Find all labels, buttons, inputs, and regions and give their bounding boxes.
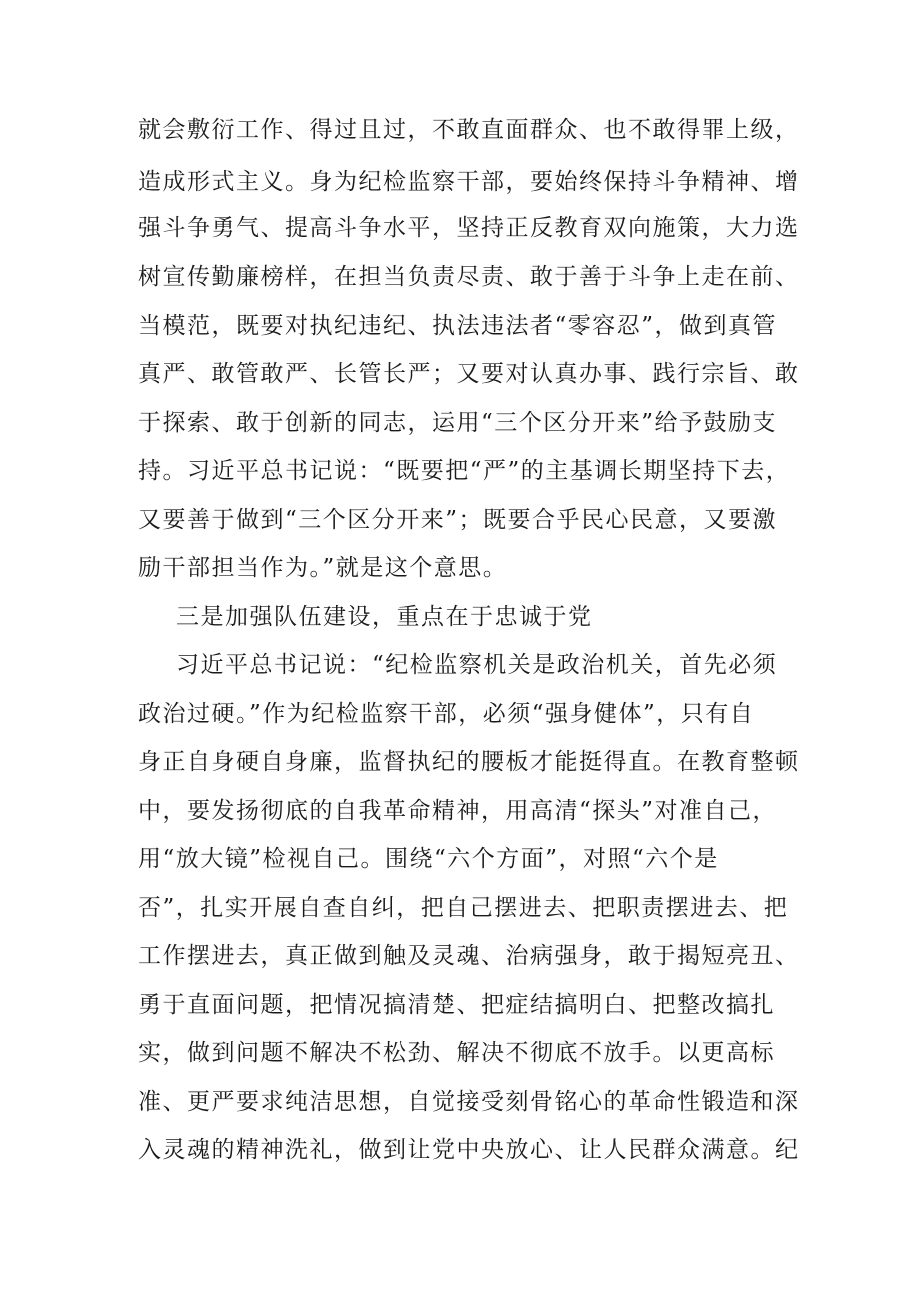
text-line: 当模范，既要对执纪违纪、执法违法者“零容忍”，做到真管 bbox=[138, 313, 778, 339]
text-line: 中，要发扬彻底的自我革命精神，用高清“探头”对准自己， bbox=[138, 798, 778, 824]
text-line: 政治过硬。”作为纪检监察干部，必须“强身健体”，只有自 bbox=[138, 701, 755, 727]
text-line: 用“放大镜”检视自己。围绕“六个方面”，对照“六个是 bbox=[138, 846, 719, 872]
text-line: 真严、敢管敢严、长管长严；又要对认真办事、践行宗旨、敢 bbox=[138, 361, 800, 387]
text-line: 否”，扎实开展自查自纠，把自己摆进去、把职责摆进去、把 bbox=[138, 895, 789, 921]
text-line: 准、更严要求纯洁思想，自觉接受刻骨铭心的革命性锻造和深 bbox=[138, 1089, 800, 1115]
text-line: 就会敷衍工作、得过且过，不敢直面群众、也不敢得罪上级， bbox=[138, 117, 800, 143]
text-line: 强斗争勇气、提高斗争水平，坚持正反教育双向施策，大力选 bbox=[138, 215, 800, 241]
text-line: 励干部担当作为。”就是这个意思。 bbox=[138, 555, 508, 581]
text-line: 入灵魂的精神洗礼，做到让党中央放心、让人民群众满意。纪 bbox=[138, 1137, 800, 1163]
text-line: 工作摆进去，真正做到触及灵魂、治病强身，敢于揭短亮丑、 bbox=[138, 943, 800, 969]
text-line: 勇于直面问题，把情况搞清楚、把症结搞明白、把整改搞扎 bbox=[138, 992, 775, 1018]
text-line: 又要善于做到“三个区分开来”；既要合乎民心民意，又要激 bbox=[138, 507, 778, 533]
section-heading: 三是加强队伍建设，重点在于忠诚于党 bbox=[176, 604, 593, 630]
text-line: 造成形式主义。身为纪检监察干部，要始终保持斗争精神、增 bbox=[138, 169, 800, 195]
text-line: 实，做到问题不解决不松劲、解决不彻底不放手。以更高标 bbox=[138, 1040, 775, 1066]
text-line: 树宣传勤廉榜样，在担当负责尽责、敢于善于斗争上走在前、 bbox=[138, 264, 800, 290]
text-line: 身正自身硬自身廉，监督执纪的腰板才能挺得直。在教育整顿 bbox=[138, 749, 800, 775]
text-line: 持。习近平总书记说：“既要把“严”的主基调长期坚持下去， bbox=[138, 458, 791, 484]
text-line: 习近平总书记说：“纪检监察机关是政治机关，首先必须 bbox=[176, 652, 778, 678]
text-line: 于探索、敢于创新的同志，运用“三个区分开来”给予鼓励支 bbox=[138, 410, 778, 436]
